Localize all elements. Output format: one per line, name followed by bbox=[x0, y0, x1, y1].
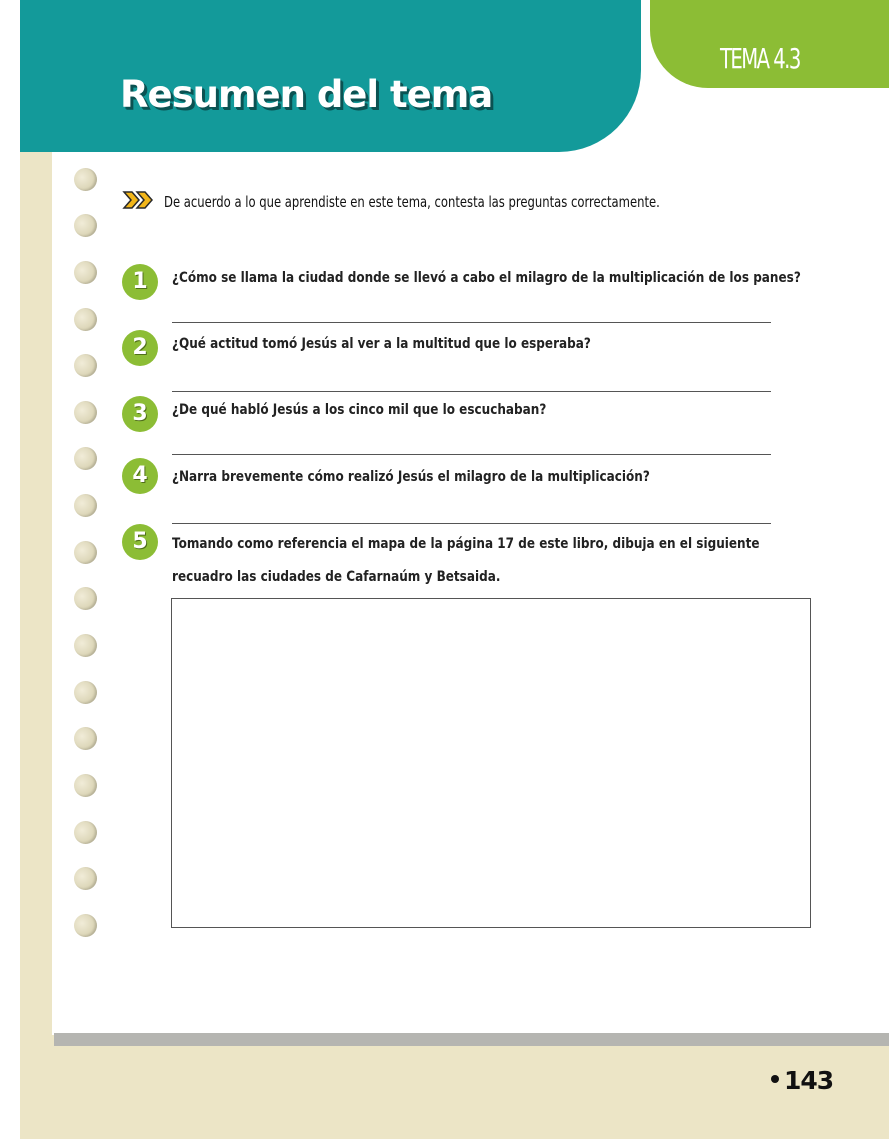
question-number-badge: 2 bbox=[122, 330, 158, 366]
binder-hole bbox=[74, 587, 97, 610]
drawing-box[interactable] bbox=[171, 598, 811, 928]
binder-hole bbox=[74, 541, 97, 564]
binder-hole bbox=[74, 634, 97, 657]
answer-line[interactable] bbox=[172, 322, 771, 323]
question-number-badge: 4 bbox=[122, 458, 158, 494]
answer-line[interactable] bbox=[172, 391, 771, 392]
binder-hole bbox=[74, 774, 97, 797]
question-text: ¿Cómo se llama la ciudad donde se llevó a cabo el milagro de la multiplicación de los panes? bbox=[172, 270, 801, 286]
binder-hole bbox=[74, 867, 97, 890]
question-number-badge: 3 bbox=[122, 396, 158, 432]
binder-hole bbox=[74, 354, 97, 377]
binder-hole bbox=[74, 261, 97, 284]
question-text: recuadro las ciudades de Cafarnaúm y Betsaida. bbox=[172, 569, 501, 585]
answer-line[interactable] bbox=[172, 523, 771, 524]
binder-hole bbox=[74, 214, 97, 237]
question-text: ¿Qué actitud tomó Jesús al ver a la multitud que lo esperaba? bbox=[172, 336, 591, 352]
binder-hole bbox=[74, 168, 97, 191]
binder-hole bbox=[74, 494, 97, 517]
binder-hole bbox=[74, 727, 97, 750]
question-text: ¿De qué habló Jesús a los cinco mil que lo escuchaban? bbox=[172, 402, 547, 418]
page-number-text: 143 bbox=[784, 1066, 834, 1095]
binder-hole bbox=[74, 401, 97, 424]
binder-hole bbox=[74, 308, 97, 331]
question-text: ¿Narra brevemente cómo realizó Jesús el milagro de la multiplicación? bbox=[172, 469, 650, 485]
topic-tab-label: TEMA 4.3 bbox=[720, 42, 800, 75]
binder-hole bbox=[74, 821, 97, 844]
question-number-badge: 1 bbox=[122, 264, 158, 300]
question-text: Tomando como referencia el mapa de la página 17 de este libro, dibuja en el siguiente bbox=[172, 536, 760, 552]
page-title: Resumen del tema bbox=[120, 73, 493, 116]
double-chevron-right-icon bbox=[122, 190, 156, 210]
binder-hole bbox=[74, 681, 97, 704]
paper-shadow bbox=[54, 1033, 889, 1046]
page-number bbox=[771, 1066, 833, 1095]
binder-hole bbox=[74, 914, 97, 937]
instruction-text: De acuerdo a lo que aprendiste en este tema, contesta las preguntas correctamente. bbox=[164, 193, 660, 211]
binder-hole bbox=[74, 447, 97, 470]
question-number-badge: 5 bbox=[122, 524, 158, 560]
answer-line[interactable] bbox=[172, 454, 771, 455]
bullet-dot-icon bbox=[771, 1075, 779, 1083]
